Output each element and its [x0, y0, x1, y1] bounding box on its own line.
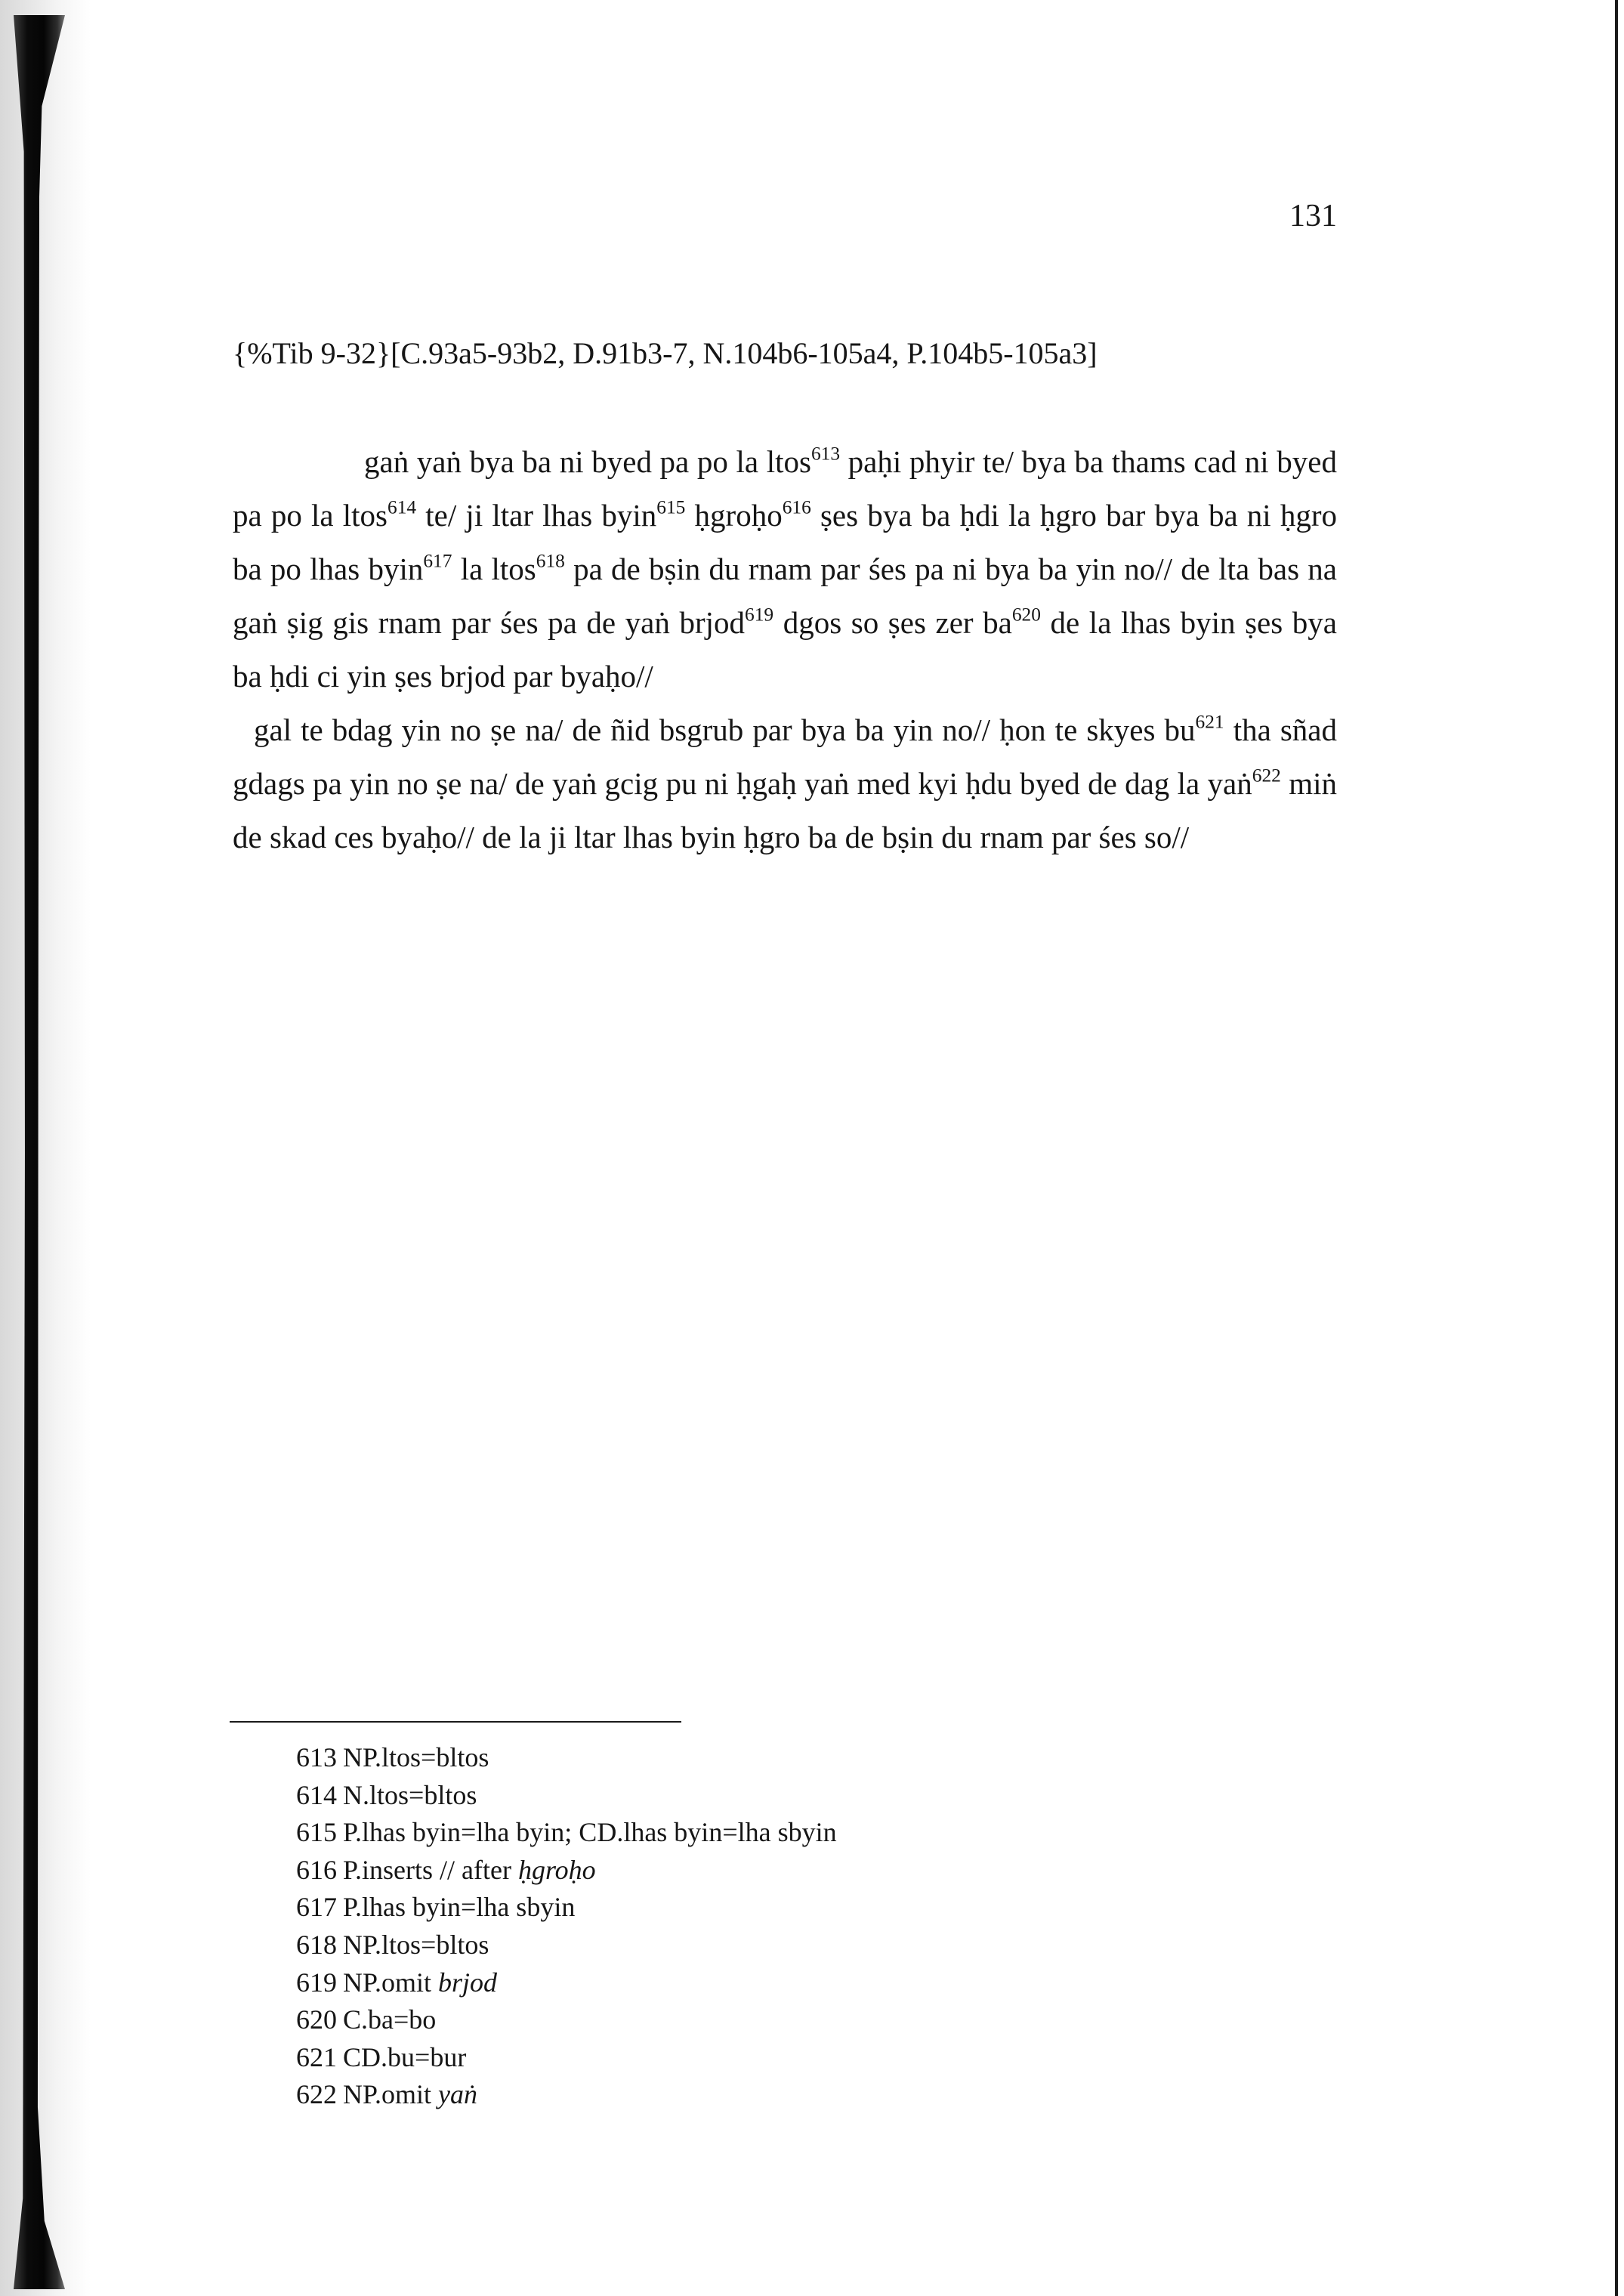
footnote-ref-618: 618 [536, 550, 565, 572]
text-segment: ṣes bya ba ḥdi la ḥgro bar bya ba ni ḥgro ba po lhas byin [233, 498, 1338, 586]
footnote-ref-614: 614 [387, 496, 417, 518]
footnote-ref-619: 619 [745, 604, 774, 626]
text-segment: ḥgroḥo [685, 498, 783, 533]
footnote-italic-term: ḥgroḥo [517, 1854, 596, 1885]
paragraph-1 [233, 435, 1337, 703]
text-segment: de la lhas byin ṣes bya ba ḥdi ci yin ṣes brjod par byaḥo// [233, 605, 1337, 694]
footnote-number: 613 [296, 1742, 337, 1772]
footnote-text: NP.ltos=bltos [343, 1929, 489, 1960]
footnote-text: P.lhas byin=lha byin; CD.lhas byin=lha sbyin [343, 1817, 837, 1848]
text-segment: miṅ de skad ces byaḥo// de la ji ltar lhas byin ḥgro ba de bṣin du rnam par śes so// [233, 766, 1337, 854]
footnote-number: 615 [296, 1817, 337, 1848]
footnote-text: NP.ltos=bltos [343, 1742, 489, 1772]
footnote-number: 620 [296, 2004, 337, 2035]
footnote-item [296, 1852, 837, 1890]
footnote-number: 616 [296, 1854, 337, 1885]
footnote-number: 619 [296, 1967, 337, 1998]
main-text [233, 435, 1337, 864]
footnote-item [296, 2076, 837, 2114]
footnote-ref-613: 613 [810, 443, 841, 465]
footnote-ref-617: 617 [423, 550, 452, 572]
footnote-text: P.lhas byin=lha sbyin [343, 1892, 576, 1923]
footnote-item [296, 1814, 837, 1852]
text-segment: paḥi phyir te/ bya ba thams cad ni byed pa po la ltos [233, 444, 1337, 533]
footnote-number: 621 [296, 2041, 337, 2072]
text-segment: dgos so ṣes zer ba [773, 605, 1012, 640]
text-segment: te/ ji ltar lhas byin [416, 498, 657, 533]
footnote-number: 617 [296, 1892, 337, 1923]
footnote-text: N.ltos=bltos [343, 1779, 477, 1810]
footnote-italic-term: brjod [438, 1967, 498, 1998]
footnote-text: CD.bu=bur [343, 2041, 467, 2072]
page-number: 131 [1289, 199, 1337, 233]
text-segment: pa de bṣin du rnam par śes pa ni bya ba yin no// de lta bas na gaṅ ṣig gis rnam par śes pa de yaṅ brjod [233, 552, 1337, 640]
footnote-item [296, 2039, 837, 2077]
footnote-ref-622: 622 [1252, 765, 1281, 786]
footnote-text: NP.omit [343, 1967, 439, 1998]
footnote-text: NP.omit [343, 2079, 439, 2110]
text-segment: gaṅ yaṅ bya ba ni byed pa po la ltos [364, 444, 811, 479]
footnote-separator [230, 1721, 681, 1723]
footnote-ref-621: 621 [1195, 711, 1224, 733]
footnote-item [296, 1927, 837, 1964]
footnote-item [296, 1964, 837, 2002]
footnote-ref-616: 616 [782, 496, 811, 518]
footnote-ref-615: 615 [656, 496, 686, 518]
source-citation: {%Tib 9-32}[C.93a5-93b2, D.91b3-7, N.104b6-105a4, P.104b5-105a3] [233, 336, 1098, 370]
text-segment: tha sñad gdags pa yin no ṣe na/ de yaṅ gcig pu ni ḥgaḥ yaṅ med kyi ḥdu byed de dag la yaṅ [233, 712, 1337, 801]
footnote-list [296, 1739, 837, 2114]
footnote-italic-term: yaṅ [438, 2079, 478, 2110]
footnote-ref-620: 620 [1011, 604, 1041, 626]
footnote-number: 618 [296, 1929, 337, 1960]
footnote-item [296, 2001, 837, 2039]
footnote-number: 622 [296, 2079, 337, 2110]
footnote-text: P.inserts // after [343, 1854, 518, 1885]
binding-shadow [0, 0, 91, 2296]
page-edge-line [1615, 0, 1618, 2296]
footnote-item [296, 1739, 837, 1777]
footnote-item [296, 1889, 837, 1927]
footnote-number: 614 [296, 1779, 337, 1810]
paragraph-2 [233, 703, 1337, 864]
text-segment: gal te bdag yin no ṣe na/ de ñid bsgrub par bya ba yin no// ḥon te skyes bu [254, 712, 1196, 747]
footnote-item [296, 1777, 837, 1815]
footnote-text: C.ba=bo [343, 2004, 437, 2035]
text-segment: la ltos [452, 552, 536, 586]
